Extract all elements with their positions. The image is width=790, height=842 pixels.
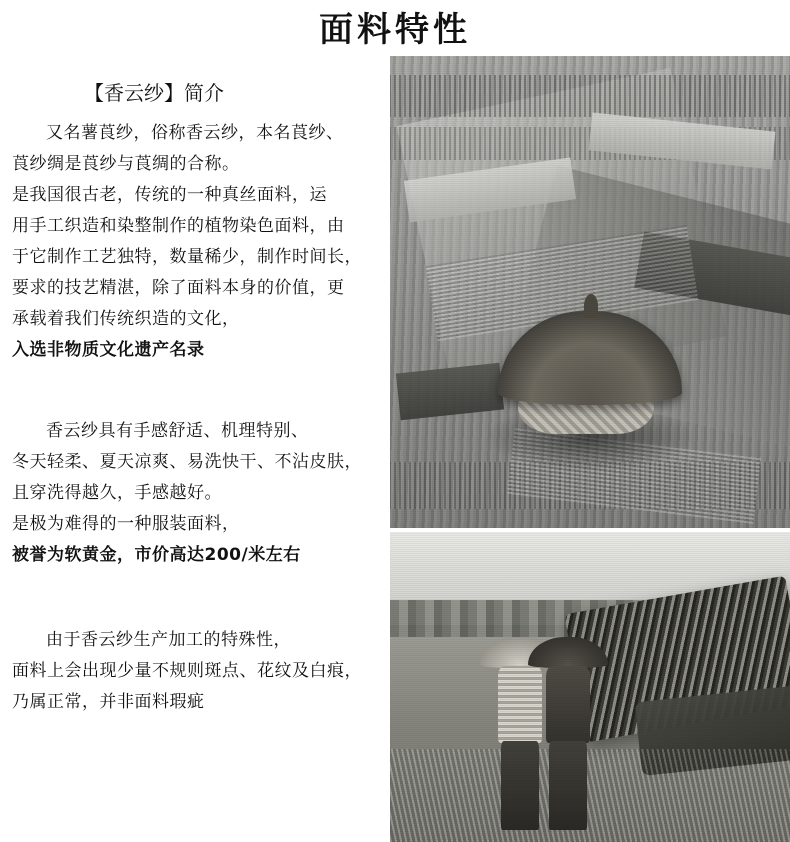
photo-grain-overlay xyxy=(390,56,790,528)
paragraph-line: 又名薯莨纱，俗称香云纱，本名莨纱、 xyxy=(46,123,344,143)
paragraph-line: 香云纱具有手感舒适、机理特别、 xyxy=(46,421,309,441)
page-title: 面料特性 xyxy=(319,10,471,50)
paragraph-line: 冬天轻柔、夏天凉爽、易洗快干、不沾皮肤， xyxy=(12,452,362,472)
photo-grain-overlay xyxy=(390,532,790,842)
image-column xyxy=(390,56,790,842)
paragraph-line: 用手工织造和染整制作的植物染色面料，由 xyxy=(12,216,345,236)
paragraph-line: 且穿洗得越久，手感越好。 xyxy=(12,483,222,503)
paragraph-line: 是我国很古老，传统的一种真丝面料，运 xyxy=(12,185,327,205)
content-area xyxy=(0,56,790,842)
paragraph-line: 由于香云纱生产加工的特殊性， xyxy=(46,630,291,650)
highlight-heritage-line: 入选非物质文化遗产名录 xyxy=(12,340,205,360)
section-intro xyxy=(12,76,376,366)
paragraph-line: 承载着我们传统织造的文化， xyxy=(12,309,240,329)
paragraph-line: 面料上会出现少量不规则斑点、花纹及白痕， xyxy=(12,661,362,681)
paragraph-line: 乃属正常，并非面料瑕疵 xyxy=(12,692,205,712)
section-disclaimer xyxy=(12,625,376,718)
paragraph-line: 是极为难得的一种服装面料， xyxy=(12,514,240,534)
paragraph-line: 要求的技艺精湛，除了面料本身的价值，更 xyxy=(12,278,345,298)
photo-field-workers xyxy=(390,532,790,842)
section-properties xyxy=(12,416,376,571)
section-spacer xyxy=(12,376,376,416)
section-heading: 【香云纱】简介 xyxy=(84,81,224,105)
text-column xyxy=(0,56,390,842)
section-spacer xyxy=(12,581,376,625)
highlight-price-line: 被誉为软黄金，市价高达200/米左右 xyxy=(12,545,301,565)
paragraph-line: 莨纱绸是莨纱与莨绸的合称。 xyxy=(12,154,240,174)
paragraph-line: 于它制作工艺独特，数量稀少，制作时间长， xyxy=(12,247,362,267)
photo-drying-field xyxy=(390,56,790,528)
